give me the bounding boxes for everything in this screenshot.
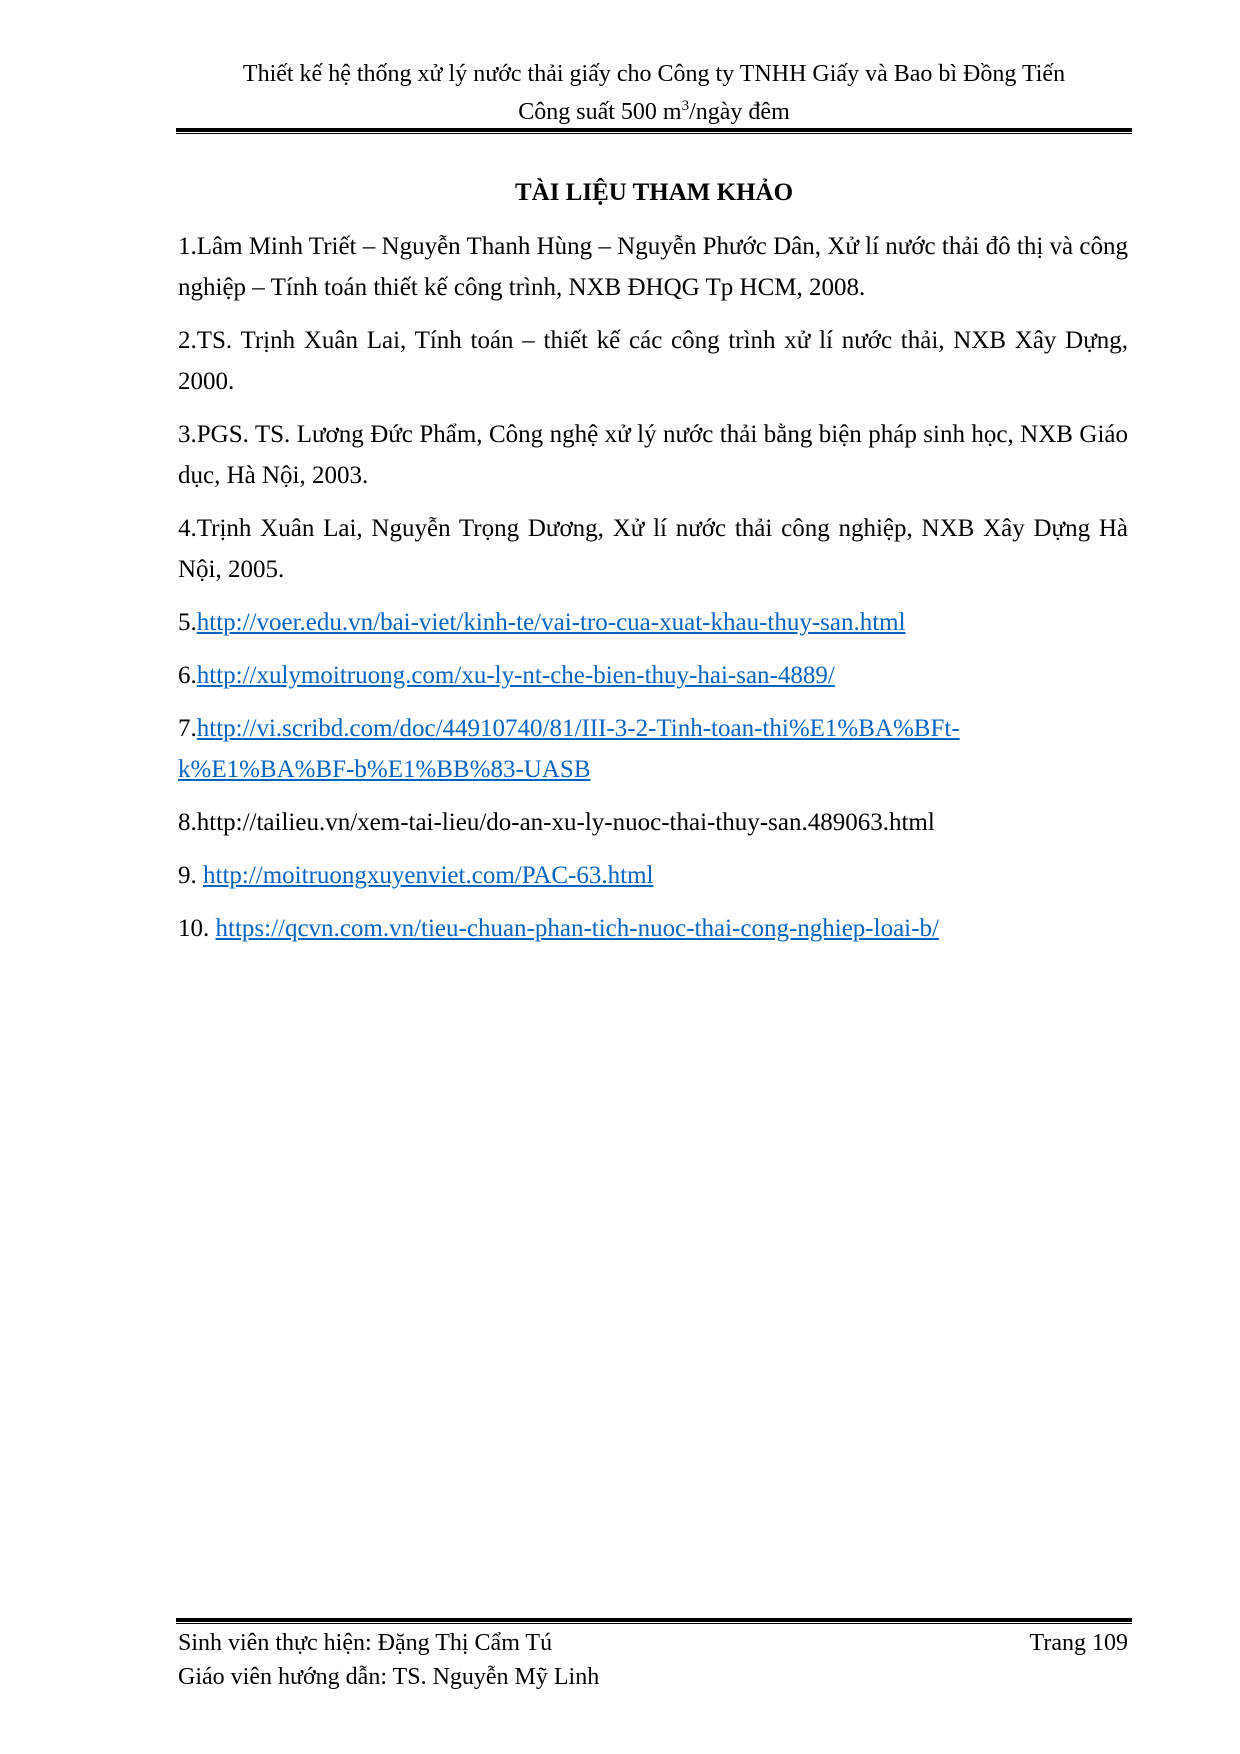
reference-item: 5.http://voer.edu.vn/bai-viet/kinh-te/vai-tro-cua-xuat-khau-thuy-san.html [178,609,906,636]
footer-divider [176,1618,1132,1624]
reference-item: 1.Lâm Minh Triết – Nguyễn Thanh Hùng – Nguyễn Phước Dân, Xử lí nước thải đô thị và công nghiệp – Tính toán thiết kế công trình, NXB ĐHQG Tp HCM, 2008. [178,233,1128,301]
reference-item: 6.http://xulymoitruong.com/xu-ly-nt-che-bien-thuy-hai-san-4889/ [178,662,835,689]
reference-list [178,226,1128,961]
page-header [176,58,1132,128]
reference-item: 2.TS. Trịnh Xuân Lai, Tính toán – thiết kế các công trình xử lí nước thải, NXB Xây Dựng, 2000. [178,327,1128,395]
reference-link[interactable]: http://voer.edu.vn/bai-viet/kinh-te/vai-tro-cua-xuat-khau-thuy-san.html [196,609,906,636]
header-divider [176,128,1132,134]
footer-advisor: Giáo viên hướng dẫn: TS. Nguyễn Mỹ Linh [178,1664,600,1690]
reference-item: 3.PGS. TS. Lương Đức Phẩm, Công nghệ xử lý nước thải bằng biện pháp sinh học, NXB Giáo dục, Hà Nội, 2003. [178,421,1128,489]
reference-link[interactable]: http://xulymoitruong.com/xu-ly-nt-che-bien-thuy-hai-san-4889/ [196,662,835,689]
reference-item: 4.Trịnh Xuân Lai, Nguyễn Trọng Dương, Xử lí nước thải công nghiệp, NXB Xây Dựng Hà Nội, 2005. [178,515,1128,583]
page-number: Trang 109 [1029,1630,1128,1656]
reference-link[interactable]: http://vi.scribd.com/doc/44910740/81/III-3-2-Tinh-toan-thi%E1%BA%BFt-k%E1%BA%BF-b%E1%BB%83-UASB [178,715,960,783]
header-title: Thiết kế hệ thống xử lý nước thải giấy cho Công ty TNHH Giấy và Bao bì Đồng Tiến [242,61,1066,87]
reference-link[interactable]: https://qcvn.com.vn/tieu-chuan-phan-tich-nuoc-thai-cong-nghiep-loai-b/ [215,915,939,942]
section-title: TÀI LIỆU THAM KHẢO [514,179,794,206]
reference-link[interactable]: http://moitruongxuyenviet.com/PAC-63.html [203,862,654,889]
header-subtitle: Công suất 500 $m^3$/ngày đêm [518,98,790,125]
reference-item: 10. https://qcvn.com.vn/tieu-chuan-phan-tich-nuoc-thai-cong-nghiep-loai-b/ [178,915,939,942]
reference-item: 8.http://tailieu.vn/xem-tai-lieu/do-an-xu-ly-nuoc-thai-thuy-san.489063.html [178,809,935,836]
reference-item: 9. http://moitruongxuyenviet.com/PAC-63.html [178,862,654,889]
footer-student: Sinh viên thực hiện: Đặng Thị Cẩm Tú [178,1630,553,1656]
page-footer [178,1626,1128,1694]
reference-item: 7.http://vi.scribd.com/doc/44910740/81/III-3-2-Tinh-toan-thi%E1%BA%BFt-k%E1%BA%BF-b%E1%BB%83-UASB [178,715,960,783]
